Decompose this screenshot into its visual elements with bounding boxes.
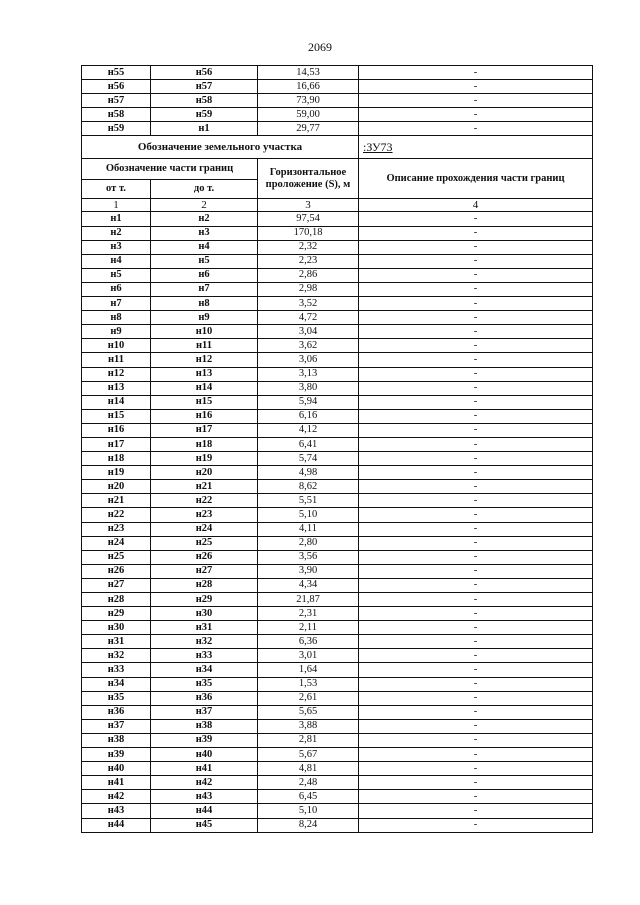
boundary-description: - — [359, 508, 593, 522]
from-point: н55 — [82, 66, 151, 80]
horizontal-distance: 2,48 — [258, 776, 359, 790]
to-point: н35 — [151, 677, 258, 691]
table-row — [82, 409, 593, 423]
horizontal-header: Горизонтальное проложение (S), м — [258, 159, 359, 199]
to-point: н58 — [151, 94, 258, 108]
table-row — [82, 80, 593, 94]
boundary-description: - — [359, 733, 593, 747]
horizontal-distance: 5,67 — [258, 748, 359, 762]
from-point: н16 — [82, 423, 151, 437]
table-row — [82, 677, 593, 691]
table-row — [82, 122, 593, 136]
table-row — [82, 691, 593, 705]
table-row — [82, 607, 593, 621]
to-point: н16 — [151, 409, 258, 423]
horizontal-distance: 2,23 — [258, 254, 359, 268]
from-point: н32 — [82, 649, 151, 663]
from-point: н43 — [82, 804, 151, 818]
to-point: н45 — [151, 818, 258, 832]
table-row — [82, 593, 593, 607]
from-point: н1 — [82, 212, 151, 226]
table-row — [82, 578, 593, 592]
boundary-description: - — [359, 367, 593, 381]
from-point: н25 — [82, 550, 151, 564]
to-point: н19 — [151, 452, 258, 466]
table-row — [82, 494, 593, 508]
boundary-description: - — [359, 226, 593, 240]
table-row — [82, 635, 593, 649]
horizontal-distance: 4,34 — [258, 578, 359, 592]
boundary-description: - — [359, 466, 593, 480]
from-point: н23 — [82, 522, 151, 536]
horizontal-distance: 2,98 — [258, 282, 359, 296]
horizontal-distance: 6,45 — [258, 790, 359, 804]
from-header: от т. — [82, 180, 151, 199]
from-point: н18 — [82, 452, 151, 466]
to-point: н40 — [151, 748, 258, 762]
horizontal-distance: 4,12 — [258, 423, 359, 437]
table-row — [82, 282, 593, 296]
boundary-description: - — [359, 395, 593, 409]
to-header: до т. — [151, 180, 258, 199]
from-point: н37 — [82, 719, 151, 733]
table-row — [82, 818, 593, 832]
from-point: н41 — [82, 776, 151, 790]
to-point: н6 — [151, 268, 258, 282]
table-row — [82, 226, 593, 240]
horizontal-distance: 5,74 — [258, 452, 359, 466]
boundary-description: - — [359, 578, 593, 592]
to-point: н30 — [151, 607, 258, 621]
description-header: Описание прохождения части границ — [359, 159, 593, 199]
horizontal-distance: 2,32 — [258, 240, 359, 254]
from-point: н34 — [82, 677, 151, 691]
boundary-description: - — [359, 719, 593, 733]
from-point: н38 — [82, 733, 151, 747]
boundary-description: - — [359, 240, 593, 254]
boundary-description: - — [359, 649, 593, 663]
boundary-description: - — [359, 80, 593, 94]
from-point: н56 — [82, 80, 151, 94]
from-point: н3 — [82, 240, 151, 254]
table-row — [82, 353, 593, 367]
from-point: н22 — [82, 508, 151, 522]
from-point: н15 — [82, 409, 151, 423]
horizontal-distance: 1,53 — [258, 677, 359, 691]
from-point: н9 — [82, 325, 151, 339]
horizontal-distance: 29,77 — [258, 122, 359, 136]
column-number: 1 — [82, 199, 151, 212]
boundary-description: - — [359, 705, 593, 719]
to-point: н5 — [151, 254, 258, 268]
from-point: н44 — [82, 818, 151, 832]
to-point: н42 — [151, 776, 258, 790]
horizontal-distance: 3,13 — [258, 367, 359, 381]
boundary-description: - — [359, 108, 593, 122]
from-point: н58 — [82, 108, 151, 122]
horizontal-distance: 6,16 — [258, 409, 359, 423]
boundary-description: - — [359, 480, 593, 494]
to-point: н44 — [151, 804, 258, 818]
table-row — [82, 240, 593, 254]
table-row — [82, 748, 593, 762]
horizontal-distance: 5,10 — [258, 508, 359, 522]
horizontal-distance: 2,81 — [258, 733, 359, 747]
from-point: н10 — [82, 339, 151, 353]
boundary-description: - — [359, 66, 593, 80]
to-point: н41 — [151, 762, 258, 776]
horizontal-distance: 3,04 — [258, 325, 359, 339]
horizontal-distance: 2,80 — [258, 536, 359, 550]
boundary-description: - — [359, 593, 593, 607]
from-point: н20 — [82, 480, 151, 494]
horizontal-distance: 97,54 — [258, 212, 359, 226]
from-point: н39 — [82, 748, 151, 762]
part-designation-header: Обозначение части границ — [82, 159, 258, 180]
table-row — [82, 423, 593, 437]
to-point: н31 — [151, 621, 258, 635]
to-point: н2 — [151, 212, 258, 226]
boundary-description: - — [359, 452, 593, 466]
to-point: н43 — [151, 790, 258, 804]
to-point: н24 — [151, 522, 258, 536]
from-point: н17 — [82, 437, 151, 451]
horizontal-distance: 4,72 — [258, 311, 359, 325]
from-point: н27 — [82, 578, 151, 592]
boundary-description: - — [359, 748, 593, 762]
from-point: н31 — [82, 635, 151, 649]
horizontal-distance: 1,64 — [258, 663, 359, 677]
to-point: н32 — [151, 635, 258, 649]
to-point: н22 — [151, 494, 258, 508]
to-point: н12 — [151, 353, 258, 367]
from-point: н26 — [82, 564, 151, 578]
table-row — [82, 381, 593, 395]
table-row — [82, 94, 593, 108]
boundary-description: - — [359, 122, 593, 136]
boundary-description: - — [359, 621, 593, 635]
table-row — [82, 254, 593, 268]
table-row — [82, 762, 593, 776]
from-point: н2 — [82, 226, 151, 240]
to-point: н7 — [151, 282, 258, 296]
from-point: н57 — [82, 94, 151, 108]
boundary-description: - — [359, 353, 593, 367]
horizontal-distance: 5,65 — [258, 705, 359, 719]
table-row — [82, 719, 593, 733]
horizontal-distance: 5,51 — [258, 494, 359, 508]
horizontal-distance: 3,90 — [258, 564, 359, 578]
to-point: н13 — [151, 367, 258, 381]
table-row — [82, 733, 593, 747]
boundary-description: - — [359, 325, 593, 339]
table-row — [82, 564, 593, 578]
boundary-description: - — [359, 522, 593, 536]
horizontal-distance: 73,90 — [258, 94, 359, 108]
column-number: 4 — [359, 199, 593, 212]
horizontal-distance: 170,18 — [258, 226, 359, 240]
boundary-description: - — [359, 607, 593, 621]
to-point: н20 — [151, 466, 258, 480]
to-point: н3 — [151, 226, 258, 240]
horizontal-distance: 8,24 — [258, 818, 359, 832]
to-point: н59 — [151, 108, 258, 122]
table-row — [82, 508, 593, 522]
table-row — [82, 790, 593, 804]
to-point: н36 — [151, 691, 258, 705]
table-row — [82, 212, 593, 226]
table-row — [82, 108, 593, 122]
table-row — [82, 480, 593, 494]
to-point: н25 — [151, 536, 258, 550]
from-point: н40 — [82, 762, 151, 776]
horizontal-distance: 6,41 — [258, 437, 359, 451]
to-point: н17 — [151, 423, 258, 437]
boundary-description: - — [359, 494, 593, 508]
table-row — [82, 437, 593, 451]
table-row — [82, 367, 593, 381]
boundary-description: - — [359, 297, 593, 311]
boundary-description: - — [359, 94, 593, 108]
horizontal-distance: 4,81 — [258, 762, 359, 776]
horizontal-distance: 21,87 — [258, 593, 359, 607]
from-point: н36 — [82, 705, 151, 719]
boundary-description: - — [359, 254, 593, 268]
to-point: н15 — [151, 395, 258, 409]
table-row — [82, 297, 593, 311]
table-row — [82, 339, 593, 353]
horizontal-distance: 3,06 — [258, 353, 359, 367]
boundary-description: - — [359, 282, 593, 296]
to-point: н10 — [151, 325, 258, 339]
boundary-description: - — [359, 339, 593, 353]
to-point: н8 — [151, 297, 258, 311]
horizontal-distance: 59,00 — [258, 108, 359, 122]
horizontal-distance: 3,52 — [258, 297, 359, 311]
to-point: н4 — [151, 240, 258, 254]
boundary-description: - — [359, 381, 593, 395]
boundary-description: - — [359, 536, 593, 550]
table-header — [82, 136, 593, 212]
to-point: н18 — [151, 437, 258, 451]
to-point: н9 — [151, 311, 258, 325]
column-number: 2 — [151, 199, 258, 212]
from-point: н11 — [82, 353, 151, 367]
horizontal-distance: 6,36 — [258, 635, 359, 649]
from-point: н4 — [82, 254, 151, 268]
boundary-description: - — [359, 268, 593, 282]
from-point: н14 — [82, 395, 151, 409]
table-row — [82, 452, 593, 466]
boundary-description: - — [359, 212, 593, 226]
table-row — [82, 466, 593, 480]
boundary-description: - — [359, 550, 593, 564]
table-row — [82, 268, 593, 282]
from-point: н28 — [82, 593, 151, 607]
to-point: н1 — [151, 122, 258, 136]
horizontal-distance: 2,61 — [258, 691, 359, 705]
boundary-description: - — [359, 423, 593, 437]
from-point: н29 — [82, 607, 151, 621]
to-point: н28 — [151, 578, 258, 592]
from-point: н19 — [82, 466, 151, 480]
horizontal-distance: 8,62 — [258, 480, 359, 494]
from-point: н13 — [82, 381, 151, 395]
boundary-description: - — [359, 677, 593, 691]
parcel-code: :ЗУ73 — [359, 136, 593, 159]
horizontal-distance: 3,62 — [258, 339, 359, 353]
top-rows — [82, 66, 593, 136]
from-point: н6 — [82, 282, 151, 296]
boundary-description: - — [359, 409, 593, 423]
boundary-description: - — [359, 762, 593, 776]
from-point: н24 — [82, 536, 151, 550]
table-row — [82, 522, 593, 536]
to-point: н26 — [151, 550, 258, 564]
from-point: н5 — [82, 268, 151, 282]
table-row — [82, 311, 593, 325]
table-row — [82, 776, 593, 790]
table-row — [82, 649, 593, 663]
to-point: н33 — [151, 649, 258, 663]
boundary-description: - — [359, 691, 593, 705]
header-row — [82, 159, 593, 180]
to-point: н14 — [151, 381, 258, 395]
boundary-description: - — [359, 818, 593, 832]
horizontal-distance: 4,98 — [258, 466, 359, 480]
parcel-label: Обозначение земельного участка — [82, 136, 359, 159]
from-point: н7 — [82, 297, 151, 311]
to-point: н38 — [151, 719, 258, 733]
horizontal-distance: 14,53 — [258, 66, 359, 80]
to-point: н34 — [151, 663, 258, 677]
table-row — [82, 536, 593, 550]
from-point: н42 — [82, 790, 151, 804]
boundary-description: - — [359, 311, 593, 325]
boundary-description: - — [359, 790, 593, 804]
table-row — [82, 705, 593, 719]
horizontal-distance: 2,31 — [258, 607, 359, 621]
boundary-description: - — [359, 663, 593, 677]
horizontal-distance: 3,88 — [258, 719, 359, 733]
from-point: н12 — [82, 367, 151, 381]
from-point: н59 — [82, 122, 151, 136]
from-point: н35 — [82, 691, 151, 705]
horizontal-distance: 2,11 — [258, 621, 359, 635]
to-point: н11 — [151, 339, 258, 353]
horizontal-distance: 4,11 — [258, 522, 359, 536]
column-number: 3 — [258, 199, 359, 212]
boundary-description: - — [359, 776, 593, 790]
table-row — [82, 663, 593, 677]
table-row — [82, 395, 593, 409]
horizontal-distance: 5,94 — [258, 395, 359, 409]
to-point: н56 — [151, 66, 258, 80]
to-point: н57 — [151, 80, 258, 94]
main-rows — [82, 212, 593, 832]
horizontal-distance: 5,10 — [258, 804, 359, 818]
to-point: н21 — [151, 480, 258, 494]
boundary-description: - — [359, 564, 593, 578]
horizontal-distance: 2,86 — [258, 268, 359, 282]
from-point: н33 — [82, 663, 151, 677]
parcel-row — [82, 136, 593, 159]
to-point: н39 — [151, 733, 258, 747]
to-point: н23 — [151, 508, 258, 522]
boundary-description: - — [359, 635, 593, 649]
boundary-table — [81, 65, 593, 833]
to-point: н29 — [151, 593, 258, 607]
page-number: 2069 — [308, 40, 332, 54]
horizontal-distance: 3,80 — [258, 381, 359, 395]
from-point: н8 — [82, 311, 151, 325]
to-point: н27 — [151, 564, 258, 578]
table-row — [82, 550, 593, 564]
boundary-description: - — [359, 437, 593, 451]
from-point: н30 — [82, 621, 151, 635]
to-point: н37 — [151, 705, 258, 719]
table-row — [82, 66, 593, 80]
horizontal-distance: 3,01 — [258, 649, 359, 663]
from-point: н21 — [82, 494, 151, 508]
boundary-description: - — [359, 804, 593, 818]
table-row — [82, 621, 593, 635]
horizontal-distance: 16,66 — [258, 80, 359, 94]
horizontal-distance: 3,56 — [258, 550, 359, 564]
column-numbers-row — [82, 199, 593, 212]
table-row — [82, 325, 593, 339]
table-row — [82, 804, 593, 818]
